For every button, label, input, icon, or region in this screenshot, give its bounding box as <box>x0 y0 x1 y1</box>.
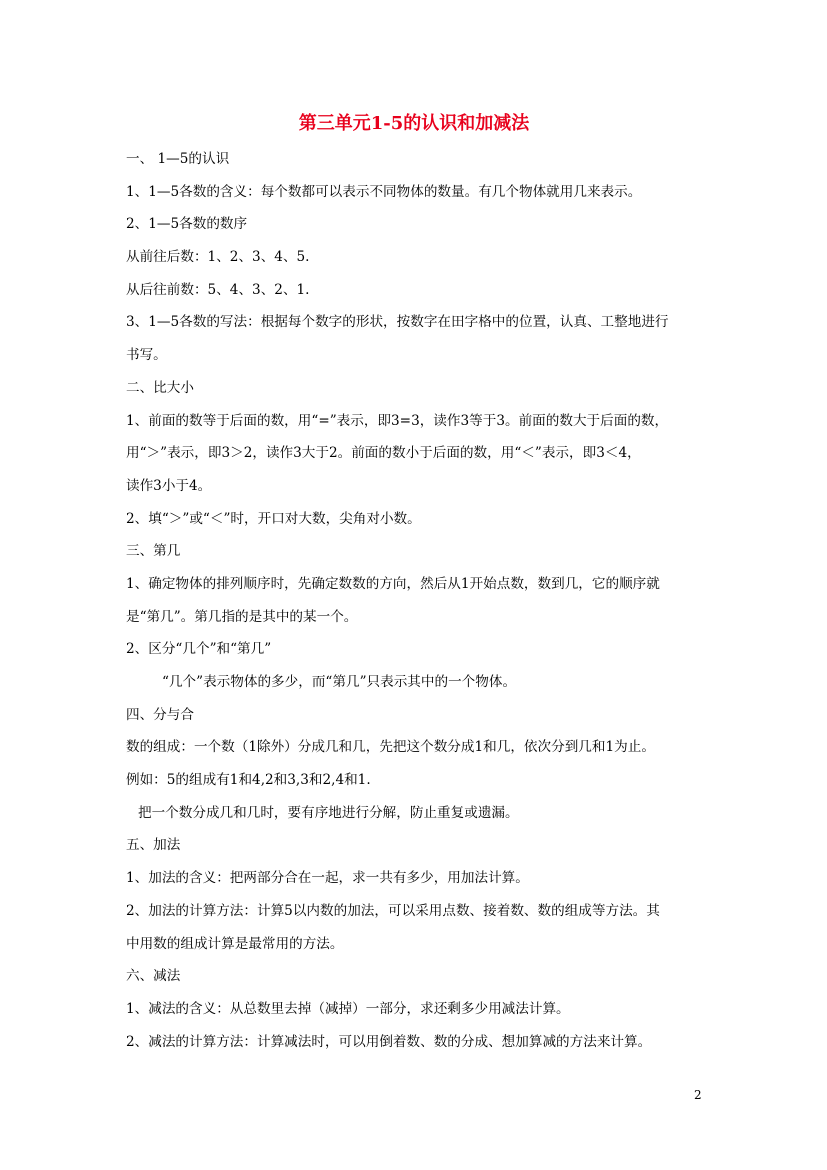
paragraph-line: 2、加法的计算方法：计算5以内数的加法，可以采用点数、接着数、数的组成等方法。其 <box>126 902 660 919</box>
paragraph-line: 2、1—5各数的数序 <box>126 216 248 233</box>
paragraph-line: 1、前面的数等于后面的数，用“=”表示，即3=3，读作3等于3。前面的数大于后面的数， <box>126 412 669 429</box>
paragraph-line: 1、确定物体的排列顺序时，先确定数数的方向，然后从1开始点数，数到几，它的顺序就 <box>126 575 660 592</box>
paragraph-line: 1、加法的含义：把两部分合在一起，求一共有多少，用加法计算。 <box>126 870 529 887</box>
paragraph-line: 1、1—5各数的含义：每个数都可以表示不同物体的数量。有几个物体就用几来表示。 <box>126 183 642 200</box>
paragraph-line: 1、减法的含义：从总数里去掉（减掉）一部分，求还剩多少用减法计算。 <box>126 1000 570 1017</box>
section-heading: 四、分与合 <box>126 706 194 723</box>
paragraph-line: 2、区分“几个”和“第几” <box>126 641 272 658</box>
paragraph-line: 是“第几”。第几指的是其中的某一个。 <box>126 608 358 625</box>
paragraph-line: 数的组成：一个数（1除外）分成几和几，先把这个数分成1和几，依次分到几和1为止。 <box>126 739 655 756</box>
paragraph-line: 2、填“＞”或“＜”时，开口对大数，尖角对小数。 <box>126 510 421 527</box>
section-heading: 一、 1—5的认识 <box>126 151 230 167</box>
paragraph-line: 从后往前数：5、4、3、2、1. <box>126 281 310 298</box>
paragraph-line: 从前往后数：1、2、3、4、5. <box>126 249 310 266</box>
section-heading: 五、加法 <box>126 837 181 854</box>
paragraph-line: 把一个数分成几和几时，要有序地进行分解，防止重复或遗漏。 <box>138 804 519 821</box>
paragraph-line: “几个”表示物体的多少，而“第几”只表示其中的一个物体。 <box>162 674 517 690</box>
paragraph-line: 读作3小于4。 <box>126 477 212 494</box>
paragraph-line: 书写。 <box>126 347 167 364</box>
paragraph-line: 中用数的组成计算是最常用的方法。 <box>126 935 344 952</box>
document-title: 第三单元1-5的认识和加减法 <box>298 113 530 134</box>
paragraph-line: 2、减法的计算方法：计算减法时，可以用倒着数、数的分成、想加算减的方法来计算。 <box>126 1033 652 1050</box>
paragraph-line: 例如：5的组成有1和4,2和3,3和2,4和1. <box>126 772 371 789</box>
section-heading: 六、减法 <box>126 968 181 985</box>
document-body <box>126 152 706 1067</box>
section-heading: 二、比大小 <box>126 379 194 396</box>
page-number: 2 <box>694 1088 702 1102</box>
paragraph-line: 3、1—5各数的写法：根据每个数字的形状，按数字在田字格中的位置，认真、工整地进行 <box>126 314 669 331</box>
paragraph-line: 用“＞”表示，即3＞2，读作3大于2。前面的数小于后面的数，用“＜”表示，即3＜4， <box>126 445 641 462</box>
section-heading: 三、第几 <box>126 543 181 560</box>
